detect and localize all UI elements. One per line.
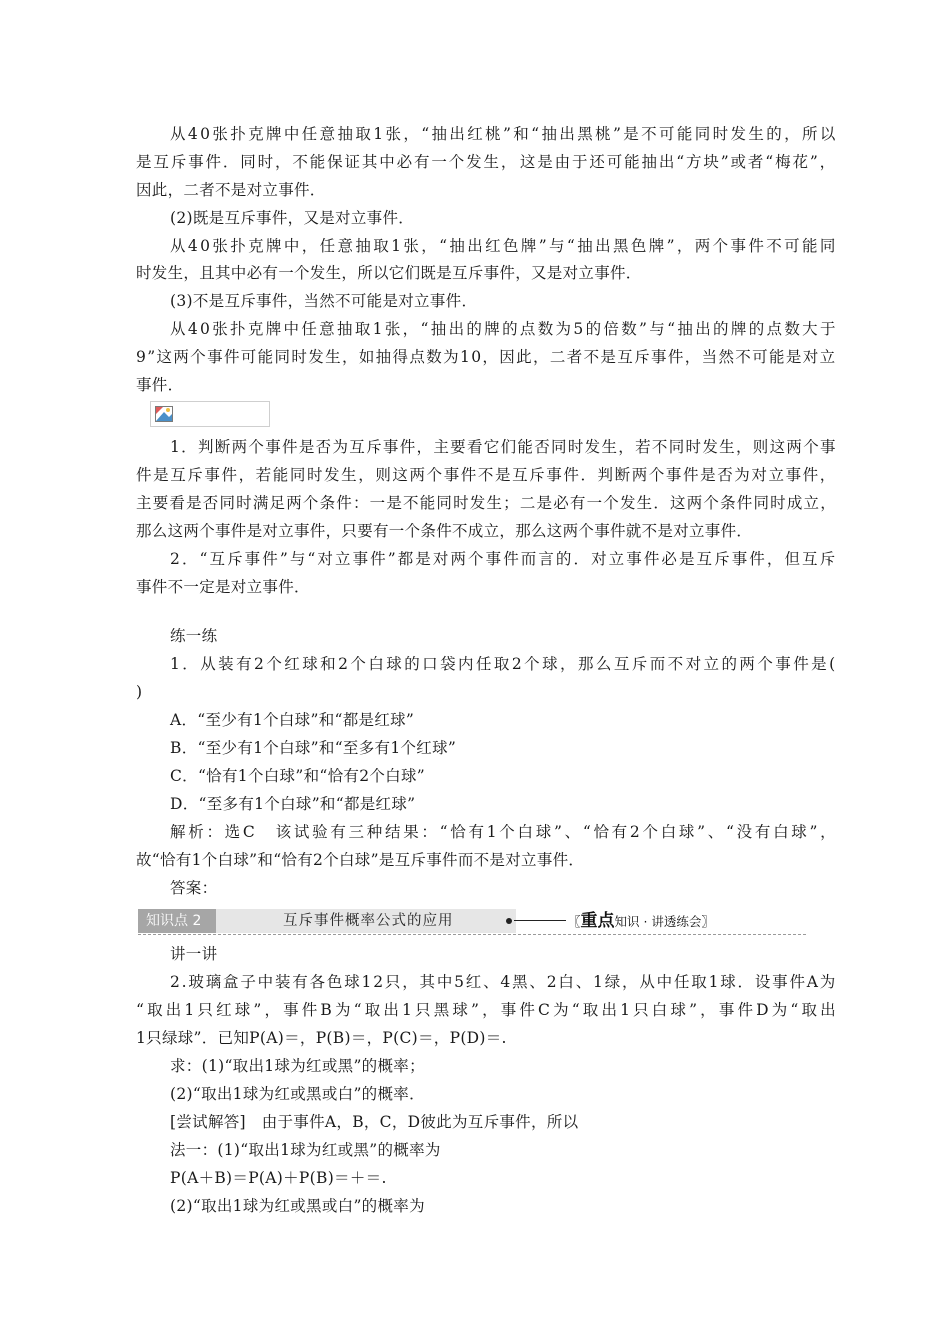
broken-image-icon [155,406,173,422]
choice-c: C．“恰有1个白球”和“恰有2个白球” [170,767,425,785]
banner-title: 互斥事件概率公式的应用 [283,913,454,929]
paragraph-line: 从 4 0 张 扑 克 牌 中 ， 任 意 抽 取 1 张 ， “ 抽 出 红 色 牌 ” 与 “ 抽 出 黑 色 牌 ” ， 两 个 事 件 不 可 能 同 [170,237,836,255]
question-line: 1 ． 从 装 有 2 个 红 球 和 2 个 白 球 的 口 袋 内 任 取 2 个 球 ， 那 么 互 斥 而 不 对 立 的 两 个 事 件 是 ( [170,655,836,673]
solution-line: (2)“取出1球为红或黑或白”的概率为 [170,1197,425,1215]
paragraph-line: (2)既是互斥事件，又是对立事件． [170,209,415,227]
slogan-bracket: 〖 [568,914,581,929]
paragraph-line: 事件不一定是对立事件． [136,578,310,596]
paragraph-line: 件 是 互 斥 事 件 ， 若 能 同 时 发 生 ， 则 这 两 个 事 件 不 是 互 斥 事 件 ． 判 断 两 个 事 件 是 否 为 对 立 事 件 ， [136,466,836,484]
solution-formula: P(A＋B)＝P(A)＋P(B)＝＋＝. [170,1169,387,1187]
paragraph-line: 9 ” 这 两 个 事 件 可 能 同 时 发 生 ， 如 抽 得 点 数 为 1 0 ， 因 此 ， 二 者 不 是 互 斥 事 件 ， 当 然 不 可 能 是 对 立 [136,348,836,366]
paragraph-line: (3)不是互斥事件，当然不可能是对立事件． [170,292,478,310]
knowledge-point-tag: 知识点 2 [138,909,216,933]
problem-line: “ 取 出 1 只 红 球 ” ， 事 件 B 为 “ 取 出 1 只 黑 球 ” ， 事 件 C 为 “ 取 出 1 只 白 球 ” ， 事 件 D 为 “ 取 出 [136,1001,836,1019]
slogan-bracket: 〗 [701,914,714,929]
section-heading: 讲一讲 [170,945,218,963]
paragraph-line: 那么这两个事件是对立事件，只要有一个条件不成立，那么这两个事件就不是对立事件． [136,522,753,540]
section-heading: 练一练 [170,627,218,645]
paragraph-line: 时发生，且其中必有一个发生，所以它们既是互斥事件，又是对立事件． [136,264,642,282]
choice-a: A．“至少有1个白球”和“都是红球” [170,711,415,729]
problem-line: 求：(1)“取出1球为红或黑”的概率； [170,1057,425,1075]
solution-line: 法一：(1)“取出1球为红或黑”的概率为 [170,1141,441,1159]
banner-dot [506,918,512,924]
paragraph-line: 事件． [136,376,184,394]
paragraph-line: 1 ． 判 断 两 个 事 件 是 否 为 互 斥 事 件 ， 主 要 看 它 们 能 否 同 时 发 生 ， 若 不 同 时 发 生 ， 则 这 两 个 事 [170,438,836,456]
question-line: ) [136,683,143,701]
banner-slogan [568,910,714,933]
analysis-line: 故“恰有1个白球”和“恰有2个白球”是互斥事件而不是对立事件． [136,851,585,869]
paragraph-line: 主 要 看 是 否 同 时 满 足 两 个 条 件 ： 一 是 不 能 同 时 发 生 ； 二 是 必 有 一 个 发 生 ． 这 两 个 条 件 同 时 成 立 ， [136,494,836,512]
choice-d: D．“至多有1个白球”和“都是红球” [170,795,416,813]
problem-line: 2 . 玻 璃 盒 子 中 装 有 各 色 球 1 2 只 ， 其 中 5 红 、 4 黑 、 2 白 、 1 绿 ， 从 中 任 取 1 球 ． 设 事 件 A 为 [170,973,836,991]
knowledge-point-banner [138,906,806,936]
slogan-bold: 重点 [580,911,615,931]
answer-label: 答案： [170,879,218,897]
paragraph-line: 从 4 0 张 扑 克 牌 中 任 意 抽 取 1 张 ， “ 抽 出 红 桃 ” 和 “ 抽 出 黑 桃 ” 是 不 可 能 同 时 发 生 的 ， 所 以 [170,125,836,143]
paragraph-line: 因此，二者不是对立事件． [136,181,326,199]
analysis-line: 解 析 ： 选 C 该 试 验 有 三 种 结 果 ： “ 恰 有 1 个 白 球 ” 、 “ 恰 有 2 个 白 球 ” 、 “ 没 有 白 球 ” ， [170,823,836,841]
problem-line: (2)“取出1球为红或黑或白”的概率． [170,1085,425,1103]
banner-dashed-rule [138,934,806,935]
paragraph-line: 2 ． “ 互 斥 事 件 ” 与 “ 对 立 事 件 ” 都 是 对 两 个 事 件 而 言 的 ． 对 立 事 件 必 是 互 斥 事 件 ， 但 互 斥 [170,550,836,568]
choice-b: B．“至少有1个白球”和“至多有1个红球” [170,739,457,757]
solution-line: [尝试解答] 由于事件A，B，C，D彼此为互斥事件，所以 [170,1113,579,1131]
broken-image-placeholder [150,401,270,427]
problem-line: 1只绿球”．已知P(A)＝，P(B)＝，P(C)＝，P(D)＝. [136,1029,507,1047]
banner-line [514,920,566,921]
slogan-rest: 知识 · 讲透练会 [614,914,702,929]
paragraph-line: 是 互 斥 事 件 ． 同 时 ， 不 能 保 证 其 中 必 有 一 个 发 生 ， 这 是 由 于 还 可 能 抽 出 “ 方 块 ” 或 者 “ 梅 花 ” ， [136,153,836,171]
paragraph-line: 从 4 0 张 扑 克 牌 中 任 意 抽 取 1 张 ， “ 抽 出 的 牌 的 点 数 为 5 的 倍 数 ” 与 “ 抽 出 的 牌 的 点 数 大 于 [170,320,836,338]
